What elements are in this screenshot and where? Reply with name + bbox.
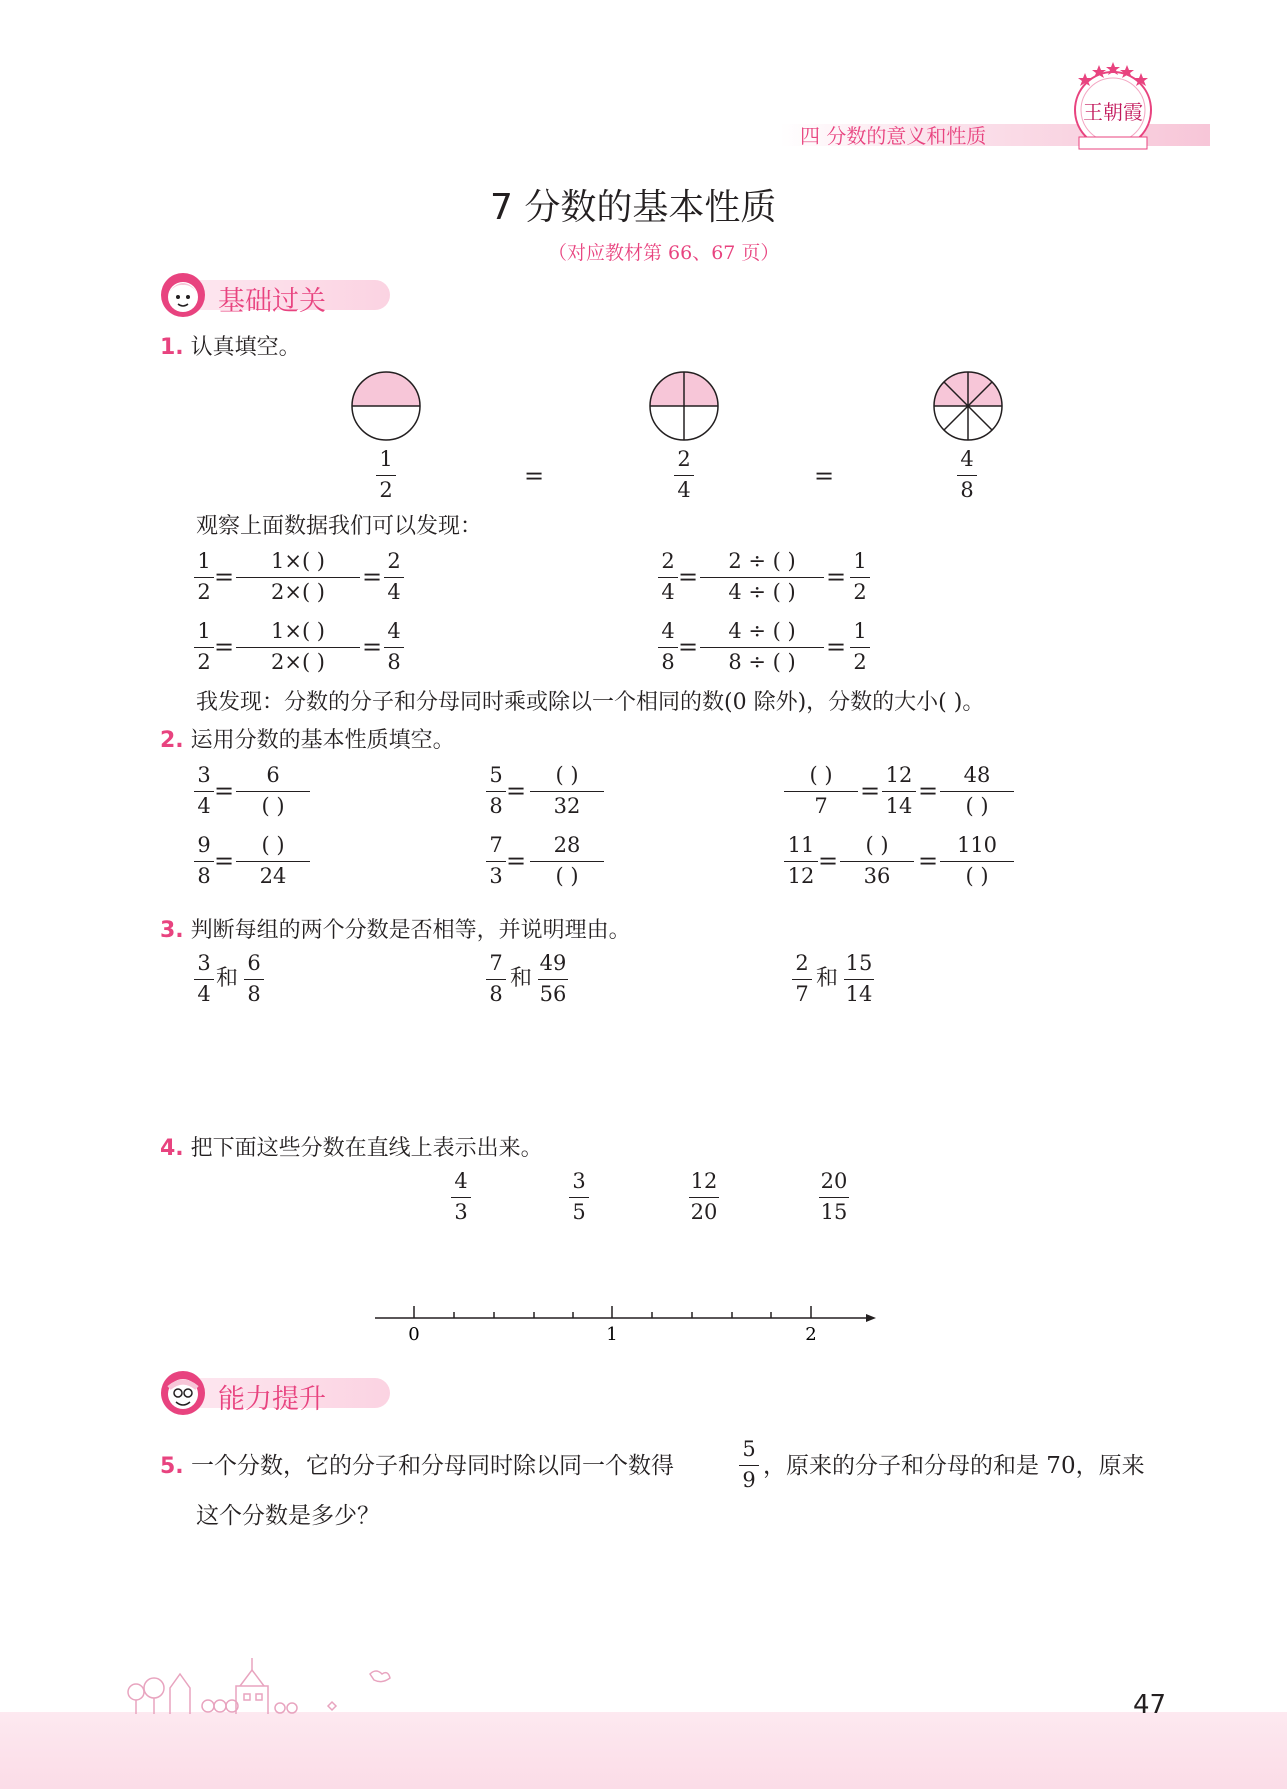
q2-heading [160, 728, 455, 754]
equal-sign: = [214, 847, 235, 875]
town-illustration-icon [120, 1648, 440, 1720]
fill-blank-fraction[interactable]: 28 ( ) [530, 832, 604, 890]
q5-text-c: 这个分数是多少？ [196, 1503, 380, 1529]
and-connector: 和 [510, 966, 533, 991]
fraction: 2 4 [658, 548, 678, 606]
axis-label-0: 0 [408, 1324, 420, 1345]
fill-blank-fraction[interactable]: 1×( ) 2×( ) [236, 548, 360, 606]
fraction: 1 2 [850, 548, 870, 606]
fill-blank-fraction[interactable]: ( ) 7 [784, 762, 858, 820]
fraction: 12 20 [690, 1169, 718, 1224]
equal-sign: = [214, 633, 235, 661]
svg-text:王朝霞: 王朝霞 [1083, 100, 1143, 124]
fraction: 2 4 [384, 548, 404, 606]
equal-sign: = [506, 847, 527, 875]
fraction: 3 4 [194, 950, 214, 1008]
fill-blank-fraction[interactable]: 4 ÷ ( ) 8 ÷ ( ) [700, 618, 824, 676]
page-number: 47 [1133, 1690, 1167, 1720]
girl-avatar-icon [160, 272, 206, 318]
equal-sign: = [678, 633, 699, 661]
conclusion-text: 我发现：分数的分子和分母同时乘或除以一个相同的数(0 除外)，分数的大小( )。 [196, 690, 985, 715]
fraction: 7 3 [486, 832, 506, 890]
footer-band [0, 1712, 1287, 1789]
section-basic [160, 272, 380, 318]
publisher-logo [1065, 55, 1161, 155]
equal-sign: = [214, 563, 235, 591]
section-label: 基础过关 [218, 286, 326, 317]
fill-blank-fraction[interactable]: ( ) 36 [840, 832, 914, 890]
observe-text: 观察上面数据我们可以发现： [196, 514, 483, 539]
fraction: 3 5 [569, 1168, 589, 1226]
and-connector: 和 [216, 966, 239, 991]
section-label: 能力提升 [218, 1384, 326, 1415]
fraction: 5 8 [486, 762, 506, 820]
equal-sign: = [362, 563, 383, 591]
fill-blank-fraction[interactable]: ( ) 32 [530, 762, 604, 820]
fraction: 6 8 [244, 950, 264, 1008]
lesson-subtitle: （对应教材第 66、67 页） [548, 242, 780, 264]
fraction: 2 7 [792, 950, 812, 1008]
fill-blank-fraction[interactable]: 48 ( ) [940, 762, 1014, 820]
equal-sign: = [826, 633, 847, 661]
q5-text-a: 一个分数，它的分子和分母同时除以同一个数得 [190, 1453, 674, 1479]
equal-sign: = [506, 777, 527, 805]
equal-sign: = [818, 847, 839, 875]
fraction: 9 8 [194, 832, 214, 890]
q4-heading [160, 1136, 543, 1162]
lesson-title: 7 分数的基本性质 [490, 187, 777, 228]
circle-eighths [932, 370, 1004, 442]
q1-number: 1. [160, 335, 184, 360]
fraction: 1 2 [194, 618, 214, 676]
equal-sign: = [214, 777, 235, 805]
fraction: 4 8 [957, 446, 977, 504]
equal-sign: = [814, 462, 835, 490]
equal-sign: = [918, 847, 939, 875]
fraction: 1 2 [194, 548, 214, 606]
equal-sign: = [826, 563, 847, 591]
q5-text-b: ，原来的分子和分母的和是 70，原来 [763, 1453, 1145, 1479]
fraction: 2 4 [674, 446, 694, 504]
fraction: 49 56 [539, 951, 567, 1006]
grandpa-avatar-icon [160, 1370, 206, 1416]
fill-blank-fraction[interactable]: 1×( ) 2×( ) [236, 618, 360, 676]
number-line [370, 1296, 880, 1346]
circle-halves [350, 370, 422, 442]
circle-quarters [648, 370, 720, 442]
q3-heading [160, 918, 631, 944]
equal-sign: = [524, 462, 545, 490]
fraction: 7 8 [486, 950, 506, 1008]
fill-blank-fraction[interactable]: 6 ( ) [236, 762, 310, 820]
fraction: 20 15 [820, 1169, 848, 1224]
and-connector: 和 [816, 966, 839, 991]
q3-text: 判断每组的两个分数是否相等，并说明理由。 [190, 918, 631, 943]
fraction: 4 3 [451, 1168, 471, 1226]
fill-blank-fraction[interactable]: ( ) 24 [236, 832, 310, 890]
fill-blank-fraction[interactable]: 110 ( ) [940, 832, 1014, 890]
fraction: 11 12 [784, 832, 818, 890]
fraction: 5 9 [739, 1436, 759, 1494]
q1-heading [160, 335, 301, 361]
q4-text: 把下面这些分数在直线上表示出来。 [190, 1136, 543, 1161]
fraction: 4 8 [384, 618, 404, 676]
fraction: 15 14 [845, 951, 873, 1006]
q2-text: 运用分数的基本性质填空。 [190, 728, 455, 753]
q5-number: 5. [160, 1454, 184, 1479]
fraction: 3 4 [194, 762, 214, 820]
equal-sign: = [918, 777, 939, 805]
fraction: 4 8 [658, 618, 678, 676]
section-advanced [160, 1370, 380, 1416]
q5-line1 [160, 1452, 674, 1481]
chapter-title: 四 分数的意义和性质 [800, 124, 987, 148]
equal-sign: = [678, 563, 699, 591]
fraction: 1 2 [850, 618, 870, 676]
equal-sign: = [860, 777, 881, 805]
axis-label-1: 1 [606, 1324, 618, 1345]
fraction: 1 2 [376, 446, 396, 504]
fraction: 12 14 [882, 762, 916, 820]
fill-blank-fraction[interactable]: 2 ÷ ( ) 4 ÷ ( ) [700, 548, 824, 606]
q2-number: 2. [160, 728, 184, 753]
q1-text: 认真填空。 [190, 335, 301, 360]
equal-sign: = [362, 633, 383, 661]
axis-label-2: 2 [805, 1324, 817, 1345]
q3-number: 3. [160, 918, 184, 943]
q4-number: 4. [160, 1136, 184, 1161]
